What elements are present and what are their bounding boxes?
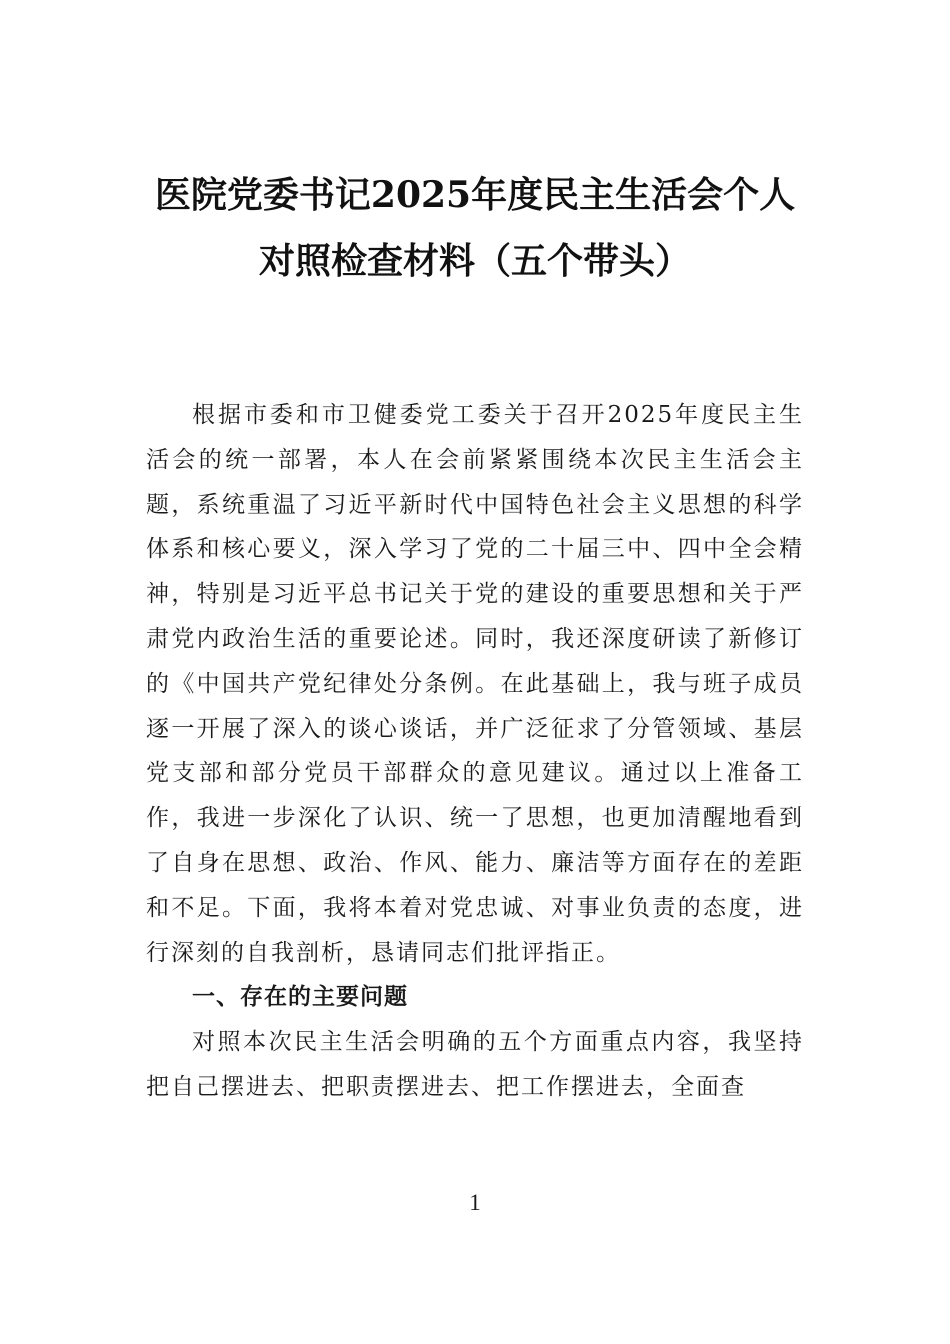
document-body xyxy=(146,393,804,1110)
section-heading: 一、存在的主要问题 xyxy=(192,984,408,1011)
section-paragraph: 对照本次民主生活会明确的五个方面重点内容，我坚持把自己摆进去、把职责摆进去、把工作摆进去，全面查 xyxy=(146,1029,804,1100)
document-title: 医院党委书记2025年度民主生活会个人对照检查材料（五个带头） xyxy=(154,174,796,282)
page-number: 1 xyxy=(469,1190,481,1215)
intro-paragraph: 根据市委和市卫健委党工委关于召开2025年度民主生活会的统一部署，本人在会前紧紧围绕本次民主生活会主题，系统重温了习近平新时代中国特色社会主义思想的科学体系和核心要义，深入学习了党的二十届三中、四中全会精神，特别是习近平总书记关于党的建设的重要思想和关于严肃党内政治生活的重要论述。同时，我还深度研读了新修订的《中国共产党纪律处分条例。在此基础上，我与班子成员逐一开展了深入的谈心谈话，并广泛征求了分管领域、基层党支部和部分党员干部群众的意见建议。通过以上准备工作，我进一步深化了认识、统一了思想，也更加清醒地看到了自身在思想、政治、作风、能力、廉洁等方面存在的差距和不足。下面，我将本着对党忠诚、对事业负责的态度，进行深刻的自我剖析，恳请同志们批评指正。 xyxy=(146,402,804,966)
